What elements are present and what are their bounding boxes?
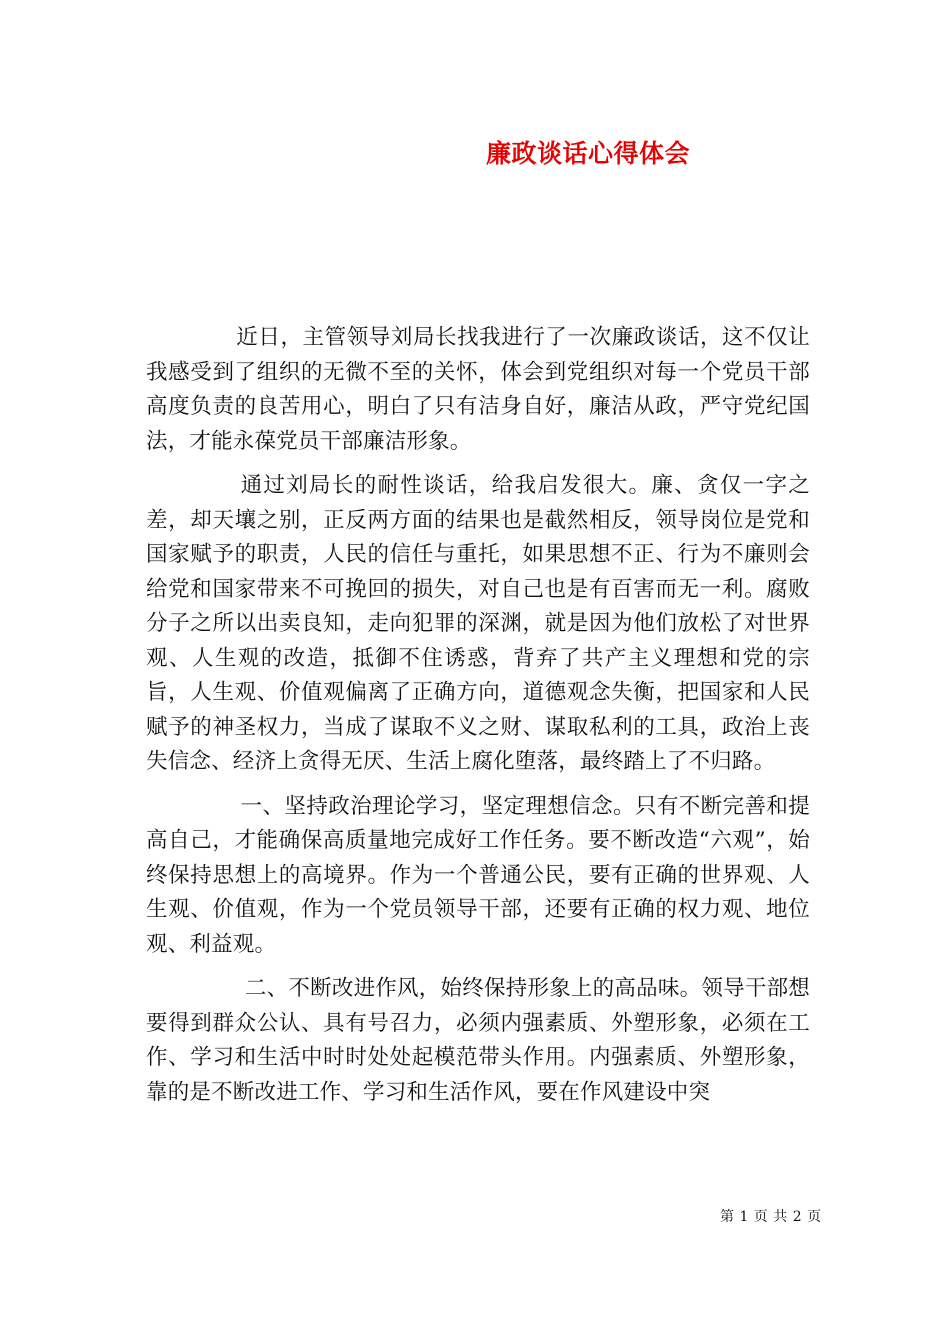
- page-number: 第 1 页 共 2 页: [720, 1209, 822, 1225]
- paragraph: 通过刘局长的耐性谈话，给我启发很大。廉、贪仅一字之差，却天壤之别，正反两方面的结果也是截然相反，领导岗位是党和国家赋予的职责，人民的信任与重托，如果思想不正、行为不廉则会给党和国家带来不可挽回的损失，对自己也是有百害而无一利。腐败分子之所以出卖良知，走向犯罪的深渊，就是因为他们放松了对世界观、人生观的改造，抵御不住诱惑，背弃了共产主义理想和党的宗旨，人生观、价值观偏离了正确方向，道德观念失衡，把国家和人民赋予的神圣权力，当成了谋取不义之财、谋取私利的工具，政治上丧失信念、经济上贪得无厌、生活上腐化堕落，最终踏上了不归路。: [146, 473, 810, 774]
- paragraph: 二、不断改进作风，始终保持形象上的高品味。领导干部想要得到群众公认、具有号召力，必须内强素质、外塑形象，必须在工作、学习和生活中时时处处起模范带头作用。内强素质、外塑形象，靠的是不断改进工作、学习和生活作风，要在作风建设中突: [146, 976, 810, 1105]
- paragraph: 近日，主管领导刘局长找我进行了一次廉政谈话，这不仅让我感受到了组织的无微不至的关怀，体会到党组织对每一个党员干部高度负责的良苦用心，明白了只有洁身自好，廉洁从政，严守党纪国法，才能永葆党员干部廉洁形象。: [146, 325, 810, 454]
- document-title: 廉政谈话心得体会: [486, 139, 691, 168]
- paragraph: 一、坚持政治理论学习，坚定理想信念。只有不断完善和提高自己，才能确保高质量地完成好工作任务。要不断改造“六观”，始终保持思想上的高境界。作为一个普通公民，要有正确的世界观、人生观、价值观，作为一个党员领导干部，还要有正确的权力观、地位观、利益观。: [146, 793, 810, 957]
- document-body: [146, 321, 810, 1120]
